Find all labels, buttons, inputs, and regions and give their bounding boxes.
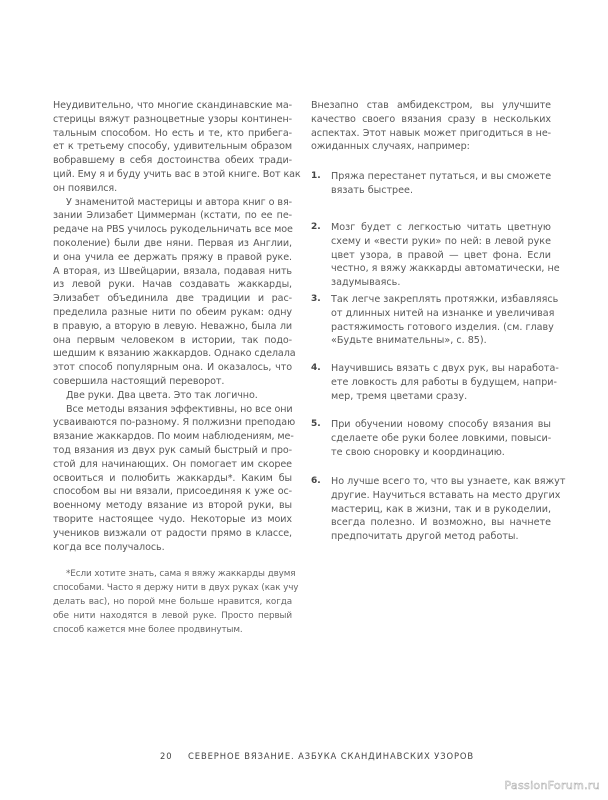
text-line: пределила разные нити по обеим рукам: одну xyxy=(53,306,292,318)
text-line: цвет узора, в правой — цвет фона. Если xyxy=(331,249,551,261)
text-line: Элизабет объединила две традиции и рас- xyxy=(53,293,292,305)
text-line: этот способ популярным она. И оказалось, что xyxy=(53,362,292,374)
page-number: 20 xyxy=(160,751,173,761)
list-item xyxy=(311,418,551,459)
text-line: обе нити находятся в левой руке. Просто первый xyxy=(53,611,292,621)
text-line: учеников визжали от радости прямо в классе, xyxy=(53,527,292,539)
text-line: другие. Научиться вставать на место других xyxy=(331,489,561,501)
text-line: и она учила ее держать пряжу в правой руке. xyxy=(53,251,292,263)
list-item xyxy=(311,170,551,198)
list-item-text xyxy=(331,170,551,198)
text-line: военному методу вязание из второй руки, вы xyxy=(53,500,292,512)
text-line: качество своего вязания сразу в нескольких xyxy=(311,113,551,125)
text-line: сделаете обе руки более ловкими, повыси- xyxy=(331,432,552,444)
text-line: делать вас), но порой мне больше нравится, когда xyxy=(53,597,292,607)
text-line: усваиваются по-разному. Я полжизни преподаю xyxy=(53,417,296,429)
text-line: Мозг будет с легкостью читать цветную xyxy=(331,222,551,233)
text-line: стерицы вяжут разноцветные узоры континен- xyxy=(53,113,292,125)
text-line: Все методы вязания эффективны, но все они xyxy=(66,403,293,415)
text-line: Внезапно став амбидекстром, вы улучшите xyxy=(311,100,551,111)
text-line: Две руки. Два цвета. Это так логично. xyxy=(66,389,258,401)
text-line: способ кажется мне более продвинутым. xyxy=(53,625,243,635)
list-number: 5. xyxy=(311,419,321,429)
page-footer xyxy=(160,751,474,761)
text-line: ций. Ему я и буду учить вас в этой книге. Вот как xyxy=(53,168,301,180)
text-line: растяжимость готового изделия. (см. главу xyxy=(331,321,554,333)
text-line: поколение) были две няни. Первая из Англии, xyxy=(53,237,292,249)
watermark: PassionForum.ru xyxy=(504,779,600,792)
text-line: вязать быстрее. xyxy=(331,184,413,196)
text-line: способами. Часто я держу нити в двух руках (как учу xyxy=(53,583,299,593)
text-line: аспектах. Этот навык может пригодиться в не- xyxy=(311,127,551,139)
text-line: освоиться и полюбить жаккарды*. Каким бы xyxy=(53,472,292,484)
list-item xyxy=(311,475,566,544)
list-number: 1. xyxy=(311,171,321,181)
text-line: ожиданных случаях, например: xyxy=(311,141,470,153)
text-line: «Будьте внимательны», с. 85). xyxy=(331,335,487,347)
text-line: способом вы ни вязали, присоединяя к уже ос- xyxy=(53,486,292,498)
text-line: ет к третьему способу, удивительным образом xyxy=(53,141,292,153)
text-line: тальным способом. Но есть и те, кто прибега- xyxy=(53,127,292,139)
running-title: СЕВЕРНОЕ ВЯЗАНИЕ. АЗБУКА СКАНДИНАВСКИХ УЗОРОВ xyxy=(188,751,475,761)
text-line: совершила настоящий переворот. xyxy=(53,375,225,387)
text-line: он появился. xyxy=(53,182,118,194)
list-number: 4. xyxy=(311,363,321,373)
list-item-text xyxy=(331,475,566,544)
paragraph xyxy=(53,389,292,403)
footnote xyxy=(53,567,299,637)
list-item xyxy=(311,293,559,348)
text-line: всегда полезно. И возможно, вы начнете xyxy=(331,517,551,529)
list-item-text xyxy=(331,362,559,403)
paragraph xyxy=(53,196,296,389)
text-line: А вторая, из Швейцарии, вязала, подавая нить xyxy=(53,265,292,277)
text-line: задумываясь. xyxy=(331,277,401,289)
text-line: вязание жаккардов. По моим наблюдениям, ме- xyxy=(53,431,294,443)
text-line: вобравшему в себя достоинства обеих тради- xyxy=(53,155,292,167)
text-line: схему и «вести руки» по ней: в левой руке xyxy=(331,235,551,247)
text-line: Научившись вязать с двух рук, вы наработа- xyxy=(331,363,559,374)
left-column-text xyxy=(53,99,301,554)
text-line: стой для начинающих. Он помогает им скорее xyxy=(53,458,292,470)
list-item xyxy=(311,221,560,290)
text-line: зании Элизабет Циммерман (кстати, по ее пе- xyxy=(53,210,292,222)
text-line: в правую, а вторую в левую. Неважно, была ли xyxy=(53,320,292,332)
text-line: У знаменитой мастерицы и автора книг о вя- xyxy=(66,196,292,208)
list-item-text xyxy=(331,418,551,459)
text-line: ете ловкость для работы в будущем, напри- xyxy=(331,376,557,388)
list-item xyxy=(311,362,559,403)
text-line: Неудивительно, что многие скандинавские ма- xyxy=(53,100,292,111)
text-line: шедшим к вязанию жаккардов. Однако сделала xyxy=(53,348,296,360)
text-line: мер, тремя цветами сразу. xyxy=(331,390,468,402)
text-line: предпочитать другой метод работы. xyxy=(331,531,519,543)
text-line: тод вязания из двух рук самый быстрый и про- xyxy=(53,444,292,456)
text-line: творите настоящее чудо. Некоторые из моих xyxy=(53,513,292,525)
list-item-text xyxy=(331,221,560,290)
list-item-text xyxy=(331,293,559,348)
text-line: Но лучше всего то, что вы узнаете, как вяжут xyxy=(331,476,566,487)
text-line: При обучении новому способу вязания вы xyxy=(331,419,551,430)
text-line: те свою сноровку и координацию. xyxy=(331,446,505,458)
paragraph xyxy=(53,99,301,196)
text-line: редаче на PBS училось рукодельничать все мое xyxy=(53,224,293,236)
text-line: честно, я вяжу жаккарды автоматически, не xyxy=(331,263,560,275)
text-line: Пряжа перестанет путаться, и вы сможете xyxy=(331,171,552,182)
text-line: от длинных нитей на изнанке и увеличивая xyxy=(331,307,555,319)
paragraph xyxy=(53,403,296,555)
list-number: 2. xyxy=(311,222,321,232)
right-column-intro xyxy=(311,99,551,154)
text-line: когда все получалось. xyxy=(53,541,165,553)
text-line: *Если хотите знать, сама я вяжу жаккарды двумя xyxy=(66,569,296,579)
text-line: Так легче закреплять протяжки, избавляясь xyxy=(331,294,559,305)
text-line: из левой руки. Начав создавать жаккарды, xyxy=(53,279,292,291)
text-line: мастериц, как в жизни, так и в рукоделии, xyxy=(331,503,551,515)
list-number: 6. xyxy=(311,476,321,486)
text-line: она первым человеком в истории, так подо- xyxy=(53,334,292,346)
list-number: 3. xyxy=(311,294,321,304)
